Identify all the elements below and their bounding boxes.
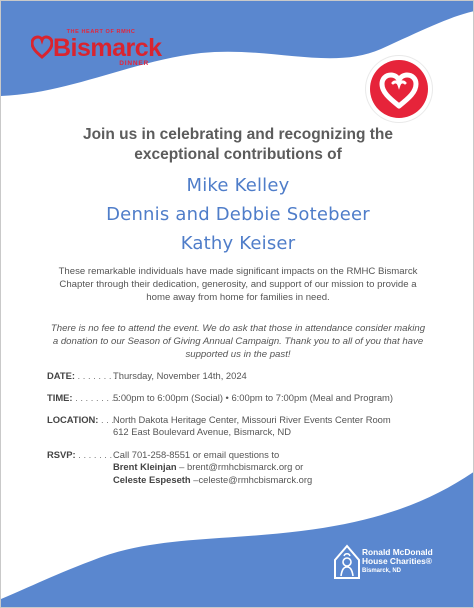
note-line: There is no fee to attend the event. We do ask that those in attendance consider making [50,323,426,334]
rmhc-location: Bismarck, ND [362,568,402,574]
intro-line-2: exceptional contributions of [134,146,342,163]
heart-badge [366,56,432,122]
rsvp-line-1: Call 701-258-8551 or email questions to [113,449,280,460]
logo-tagline: THE HEART OF RMHC [66,29,136,35]
red-heart-icon [369,59,429,119]
rsvp-contact-1: Brent Kleinjan – brent@rmhcbismarck.org or [113,461,304,473]
honoree-name: Mike Kelley [186,175,290,196]
location-line-1: North Dakota Heritage Center, Missouri River Events Center Room [113,414,391,425]
contact-2-email[interactable]: –celeste@rmhcbismarck.org [190,473,313,485]
intro-heading [61,125,415,165]
note-line: a donation to our Season of Giving Annual Campaign. Thank you to all of you that have [52,335,424,347]
time-value: 5:00pm to 6:00pm (Social) • 6:00pm to 7:00pm (Meal and Program) [113,392,393,403]
intro-line-1: Join us in celebrating and recognizing the [82,126,394,143]
donation-note [46,323,430,361]
date-value: Thursday, November 14th, 2024 [113,370,247,381]
rsvp-contact-2: Celeste Espeseth –celeste@rmhcbismarck.org [113,473,313,485]
description-line: Chapter through their dedication, generosity, and support of our mission to provide a [59,278,417,290]
honoree-name: Kathy Keiser [180,233,296,254]
rmhc-name-line-2: House Charities® [362,556,432,566]
heart-of-rmhc-bismarck-logo [31,29,162,71]
ronald-mcdonald-house-icon [333,540,361,580]
contact-1-email[interactable]: – brent@rmhcbismarck.org or [176,461,304,473]
location-line-2: 612 East Boulevard Avenue, Bismarck, ND [113,426,292,438]
location-label: LOCATION: . . . [47,414,115,425]
time-label: TIME: . . . . . . . . . [47,392,120,403]
description-line: home away from home for families in need. [146,291,330,303]
date-label: DATE: . . . . . . . . . [47,370,122,381]
rsvp-label: RSVP: . . . . . . . . . [47,449,123,460]
note-line: supported us in the past! [185,348,291,360]
honoree-list [61,171,415,258]
logo-dinner-text: DINNER [119,60,149,67]
description-line: These remarkable individuals have made significant impacts on the RMHC Bismarck [58,266,418,277]
heart-logo-icon [31,35,53,59]
rmhc-name [362,548,433,566]
logo-wordmark: Bismarck [53,34,162,62]
honoree-name: Dennis and Debbie Sotebeer [106,204,370,225]
honoree-description [51,266,425,304]
rmhc-footer-logo [333,538,443,586]
rmhc-name-line-1: Ronald McDonald [362,547,433,557]
